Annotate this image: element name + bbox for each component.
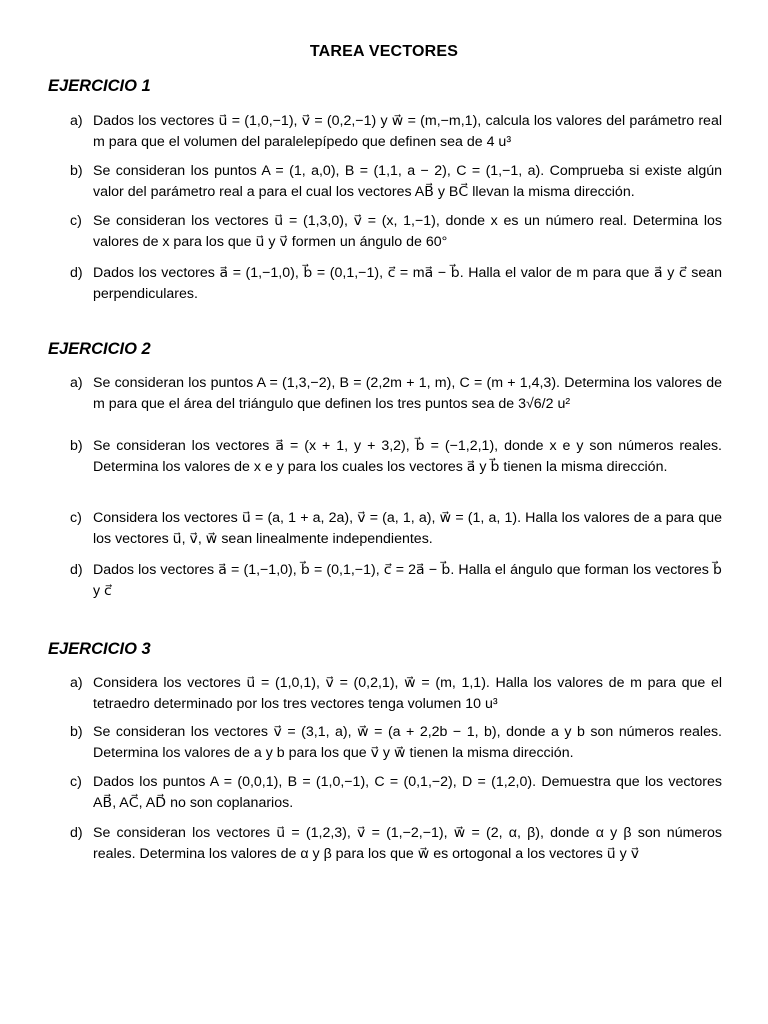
- exercise-3-item-b: [70, 722, 722, 763]
- exercise-1-item-b: [70, 161, 722, 202]
- item-text: Dados los vectores u⃗ = (1,0,−1), v⃗ = (0,2,−1) y w⃗ = (m,−m,1), calcula los valores del parámetro real m para que el volumen del paralelepípedo que definen sea de 4 u³: [93, 113, 722, 150]
- item-label: a): [70, 675, 83, 691]
- item-label: b): [70, 163, 83, 179]
- exercise-3-item-a: [70, 673, 722, 714]
- item-label: a): [70, 375, 83, 391]
- item-text: Se consideran los vectores u⃗ = (1,2,3), v⃗ = (1,−2,−1), w⃗ = (2, α, β), donde α y β son números reales. Determina los valores de α y β para los que w⃗ es ortogonal a los vectores u⃗ y v⃗: [93, 825, 722, 862]
- exercise-1-item-c: [70, 211, 722, 252]
- item-text: Considera los vectores u⃗ = (a, 1 + a, 2a), v⃗ = (a, 1, a), w⃗ = (1, a, 1). Halla los valores de a para que los vectores u⃗, v⃗, w⃗ sean linealmente independientes.: [93, 510, 722, 547]
- item-text: Se consideran los puntos A = (1, a,0), B = (1,1, a − 2), C = (1,−1, a). Comprueba si existe algún valor del parámetro real a para el cual los vectores AB⃗ y BC⃗ llevan la misma dirección.: [93, 163, 722, 200]
- item-label: b): [70, 438, 83, 454]
- item-label: d): [70, 562, 83, 578]
- item-text: Dados los puntos A = (0,0,1), B = (1,0,−1), C = (0,1,−2), D = (1,2,0). Demuestra que los vectores AB⃗, AC⃗, AD⃗ no son coplanarios.: [93, 774, 722, 811]
- exercise-3-item-d: [70, 823, 722, 864]
- exercise-1-item-d: [70, 263, 722, 304]
- section-heading-2: EJERCICIO 2: [48, 340, 151, 358]
- exercise-2-item-c: [70, 508, 722, 549]
- item-label: a): [70, 113, 83, 129]
- item-label: c): [70, 774, 82, 790]
- item-label: c): [70, 510, 82, 526]
- exercise-2-item-a: [70, 373, 722, 414]
- document-title: TAREA VECTORES: [309, 43, 459, 60]
- item-text: Dados los vectores a⃗ = (1,−1,0), b⃗ = (0,1,−1), c⃗ = 2a⃗ − b⃗. Halla el ángulo que forman los vectores b⃗ y c⃗: [93, 562, 722, 599]
- item-text: Dados los vectores a⃗ = (1,−1,0), b⃗ = (0,1,−1), c⃗ = ma⃗ − b⃗. Halla el valor de m para que a⃗ y c⃗ sean perpendiculares.: [93, 265, 722, 302]
- exercise-3-item-c: [70, 772, 722, 813]
- item-text: Se consideran los vectores u⃗ = (1,3,0), v⃗ = (x, 1,−1), donde x es un número real. Determina los valores de x para los que u⃗ y v⃗ formen un ángulo de 60°: [93, 213, 722, 250]
- section-heading-1: EJERCICIO 1: [48, 77, 151, 95]
- exercise-2-item-d: [70, 560, 722, 601]
- exercise-2-item-b: [70, 436, 722, 477]
- item-text: Se consideran los vectores v⃗ = (3,1, a), w⃗ = (a + 2,2b − 1, b), donde a y b son números reales. Determina los valores de a y b para los que v⃗ y w⃗ tienen la misma dirección.: [93, 724, 722, 761]
- item-label: d): [70, 265, 83, 281]
- item-label: c): [70, 213, 82, 229]
- item-text: Se consideran los puntos A = (1,3,−2), B = (2,2m + 1, m), C = (m + 1,4,3). Determina los valores de m para que el área del triángulo que definen los tres puntos sea de 3√6/2 u²: [93, 375, 722, 412]
- exercise-1-item-a: [70, 111, 722, 152]
- section-heading-3: EJERCICIO 3: [48, 640, 151, 658]
- item-text: Se consideran los vectores a⃗ = (x + 1, y + 3,2), b⃗ = (−1,2,1), donde x e y son números reales. Determina los valores de x e y para los cuales los vectores a⃗ y b⃗ tienen la misma dirección.: [93, 438, 722, 475]
- item-label: b): [70, 724, 83, 740]
- item-text: Considera los vectores u⃗ = (1,0,1), v⃗ = (0,2,1), w⃗ = (m, 1,1). Halla los valores de m para que el tetraedro determinado por los tres vectores tenga volumen 10 u³: [93, 675, 722, 712]
- item-label: d): [70, 825, 83, 841]
